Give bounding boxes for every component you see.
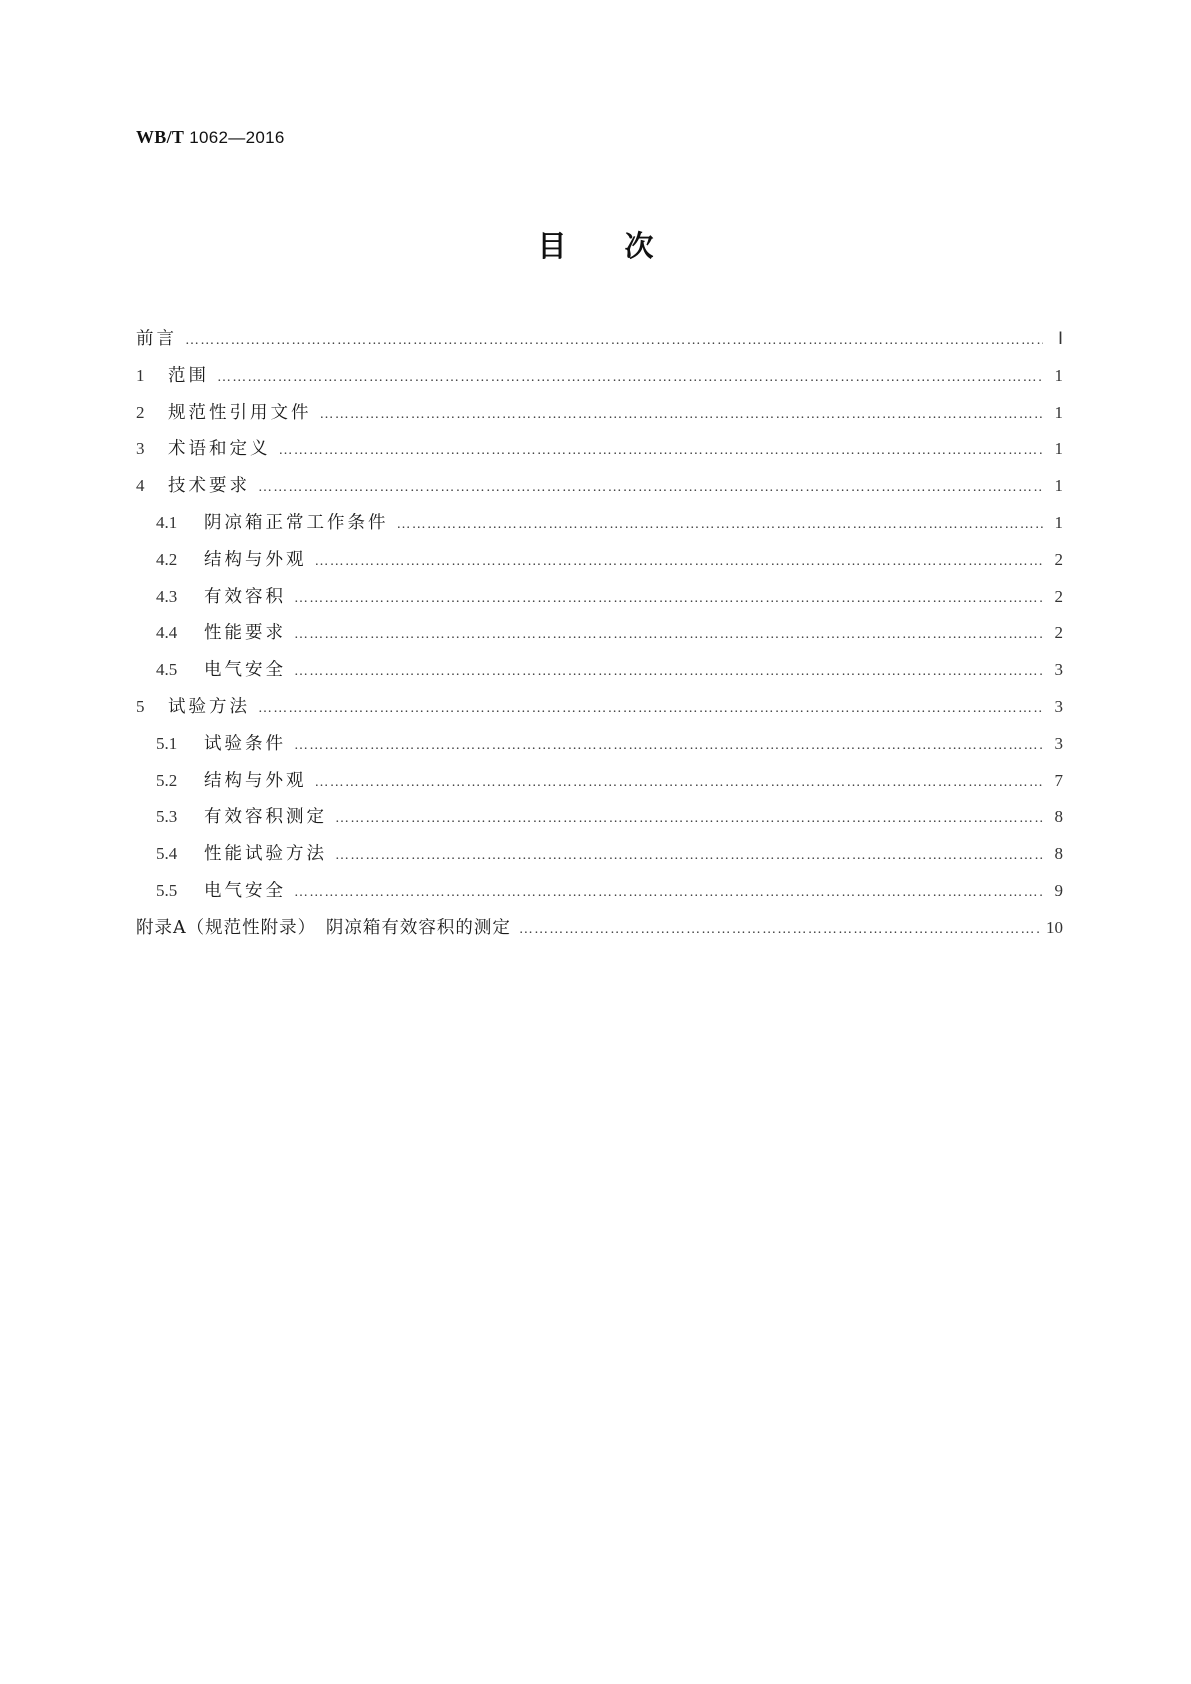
toc-entry-label: 附录A（规范性附录） 阴凉箱有效容积的测定 (136, 917, 511, 938)
toc-leader-dots (279, 443, 1044, 459)
table-of-contents (136, 325, 1063, 951)
toc-entry-foreword[interactable] (136, 325, 1063, 362)
toc-entry-label: 前言 (136, 329, 177, 349)
toc-entry-page: 1 (1054, 476, 1063, 496)
toc-entry-4-5[interactable] (136, 656, 1063, 693)
toc-entry-1[interactable] (136, 362, 1063, 399)
toc-entry-4-3[interactable] (136, 583, 1063, 620)
toc-entry-page: 7 (1054, 770, 1063, 790)
toc-entry-number: 5.1 (156, 733, 178, 753)
toc-entry-number: 5.3 (156, 807, 178, 827)
toc-entry-number: 1 (136, 365, 145, 385)
toc-entry-page: 1 (1054, 439, 1063, 459)
toc-entry-number: 4.2 (156, 549, 178, 569)
toc-entry-4-2[interactable] (136, 546, 1063, 583)
toc-leader-dots (294, 591, 1043, 607)
toc-entry-label: 术语和定义 (168, 439, 271, 460)
toc-entry-page: 9 (1054, 880, 1063, 900)
toc-entry-page: 3 (1054, 660, 1063, 680)
toc-entry-page: 3 (1054, 696, 1063, 716)
toc-entry-page: 2 (1054, 586, 1063, 606)
toc-entry-5-4[interactable] (136, 840, 1063, 877)
toc-entry-4-4[interactable] (136, 619, 1063, 656)
toc-entry-page: 1 (1054, 365, 1063, 385)
toc-entry-label: 阴凉箱正常工作条件 (204, 512, 389, 533)
toc-entry-4[interactable] (136, 472, 1063, 509)
toc-leader-dots (335, 811, 1043, 827)
toc-entry-4-1[interactable] (136, 509, 1063, 546)
toc-entry-label: 试验条件 (204, 733, 286, 754)
toc-entry-label: 规范性引用文件 (168, 402, 312, 423)
toc-entry-number: 2 (136, 402, 145, 422)
toc-leader-dots (294, 885, 1043, 901)
page-title (0, 224, 1191, 265)
toc-entry-label: 有效容积 (204, 586, 286, 607)
toc-entry-number: 3 (136, 439, 145, 459)
toc-entry-3[interactable] (136, 435, 1063, 472)
toc-entry-page: 1 (1054, 402, 1063, 422)
page-title-char-2: 次 (624, 229, 654, 263)
toc-entry-5-3[interactable] (136, 803, 1063, 840)
toc-entry-page: 10 (1046, 917, 1063, 937)
toc-entry-number: 5.5 (156, 880, 178, 900)
toc-leader-dots (294, 664, 1043, 680)
toc-entry-5-2[interactable] (136, 767, 1063, 804)
toc-entry-number: 4.1 (156, 512, 178, 532)
toc-entry-label: 技术要求 (168, 476, 250, 497)
toc-leader-dots (294, 738, 1043, 754)
toc-entry-label: 电气安全 (204, 660, 286, 681)
toc-entry-number: 4 (136, 476, 145, 496)
toc-entry-number: 4.3 (156, 586, 178, 606)
toc-leader-dots (397, 517, 1044, 533)
toc-entry-number: 4.4 (156, 623, 178, 643)
document-code-prefix: WB/T (136, 127, 185, 147)
toc-entry-appendix-a[interactable] (136, 914, 1063, 951)
toc-entry-label: 范围 (168, 365, 209, 386)
toc-leader-dots (217, 370, 1043, 386)
toc-entry-label: 结构与外观 (204, 549, 307, 570)
toc-entry-number: 5 (136, 696, 145, 716)
toc-leader-dots (320, 407, 1044, 423)
toc-leader-dots (519, 922, 1040, 938)
toc-entry-label: 试验方法 (168, 696, 250, 717)
toc-entry-5-1[interactable] (136, 730, 1063, 767)
toc-entry-number: 4.5 (156, 660, 178, 680)
toc-entry-label: 有效容积测定 (204, 807, 327, 828)
toc-entry-page: 8 (1054, 844, 1063, 864)
toc-entry-2[interactable] (136, 399, 1063, 436)
document-code-number: 1062—2016 (189, 128, 285, 147)
toc-leader-dots (335, 848, 1043, 864)
toc-leader-dots (258, 701, 1043, 717)
toc-entry-label: 性能试验方法 (204, 844, 327, 865)
toc-entry-number: 5.2 (156, 770, 178, 790)
toc-leader-dots (315, 554, 1044, 570)
toc-entry-page: 2 (1054, 623, 1063, 643)
toc-leader-dots (258, 480, 1043, 496)
page-title-char-1: 目 (537, 229, 567, 263)
toc-entry-5[interactable] (136, 693, 1063, 730)
toc-entry-number: 5.4 (156, 844, 178, 864)
toc-entry-5-5[interactable] (136, 877, 1063, 914)
toc-entry-label: 电气安全 (204, 880, 286, 901)
toc-entry-label: 结构与外观 (204, 770, 307, 791)
toc-entry-page: 2 (1054, 549, 1063, 569)
toc-entry-page: Ⅰ (1057, 329, 1063, 348)
toc-entry-page: 3 (1054, 733, 1063, 753)
document-code (136, 127, 285, 148)
toc-leader-dots (185, 333, 1043, 349)
toc-entry-label: 性能要求 (204, 623, 286, 644)
toc-leader-dots (294, 627, 1043, 643)
toc-entry-page: 1 (1054, 512, 1063, 532)
toc-leader-dots (315, 775, 1044, 791)
toc-entry-page: 8 (1054, 807, 1063, 827)
